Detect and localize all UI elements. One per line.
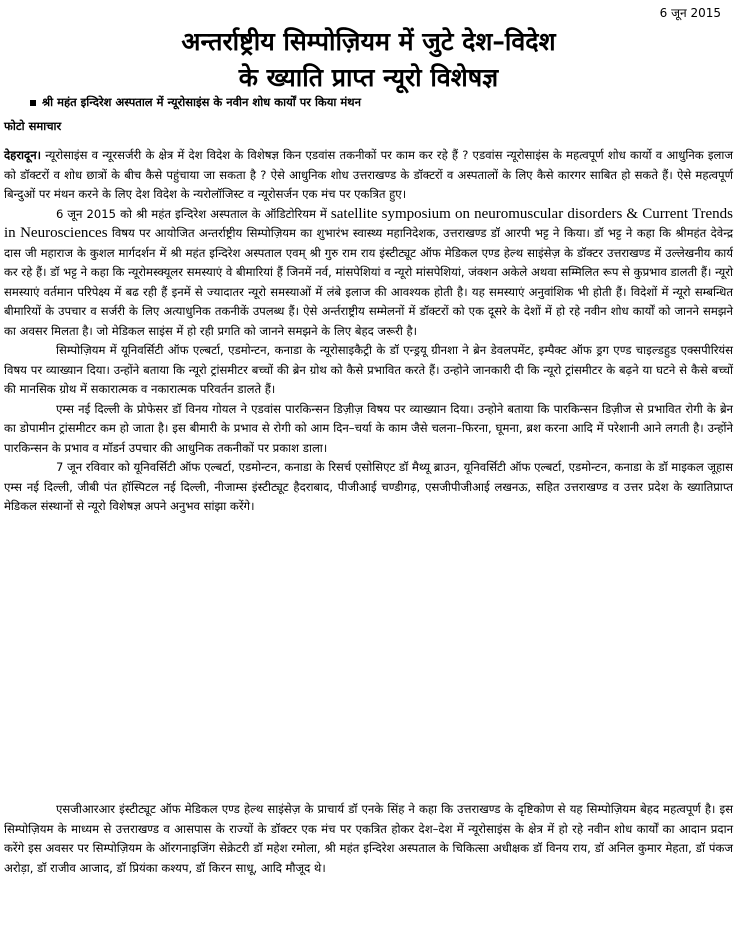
headline-line-1: अन्तर्राष्ट्रीय सिम्पोज़ियम में जुटे देश–विदेश xyxy=(181,27,556,56)
paragraph-principal: एसजीआरआर इंस्टीट्यूट ऑफ मेडिकल एण्ड हेल्थ साइंसेज़ के प्राचार्य डॉ एनके सिंह ने कहा कि उत्तराखण्ड के दृष्टिकोण से यह सिम्पोज़ियम बेहद महत्वपूर्ण है। इस सिम्पोज़ियम के माध्यम से उत्तराखण्ड व आसपास के राज्यों के डॉक्टर एक मंच पर एकत्रित होकर देश–देश में न्यूरोसाइंस के क्षेत्र में हो रहे नवीन शोध कार्यों का आदान प्रदान करेंगे इस अवसर पर सिम्पोज़ियम के ऑरगनाइजिंग सेक्रेटरी डॉ महेश रमोला, श्री महंत इन्दिरेश अस्पताल के चिकित्सा अधीक्षक डॉ विनय राय, डॉ अनिल कुमार मेहता, डॉ पंकज अरोड़ा, डॉ राजीव आजाद, डॉ प्रियंका कश्यप, डॉ किरन साधू, आदि मौजूद थे। xyxy=(4,802,734,875)
paragraph-inauguration-text-a: 6 जून 2015 को श्री महंत इन्दिरेश अस्पताल के ऑडिटोरियम में xyxy=(56,206,331,221)
paragraph-intro xyxy=(4,146,733,205)
symposium-title: satellite symposium on neuromuscular disorders & Current Trends in Neurosciences xyxy=(4,205,733,241)
paragraph-inauguration-text-b: विषय पर आयोजित अन्तर्राष्ट्रीय सिम्पोज़ियम का शुभारंभ स्वास्थ्य महानिदेशक, उत्तराखण्ड डॉ आरपी भट्ट ने किया। डॉ भट्ट ने कहा कि श्रीमहंत देवेन्द्र दास जी महाराज के कुशल मार्गदर्शन में श्री महंत इन्दिरेश अस्पताल एवम् श्री गुरु राम राय इंस्टीट्यूट ऑफ मेडिकल एण्ड हेल्थ साइंसेज़ के डॉक्टर उत्तराखण्ड में उल्लेखनीय कार्य कर रहे हैं। डॉ भट्ट ने कहा कि न्यूरोमस्क्यूलर समस्याएं वे बीमारियां हैं जिनमें नर्व, मांसपेशियां व न्यूरो मांसपेशियां, जंक्शन अकेले अथवा सम्मिलित रूप से कुप्रभाव डालती हैं। न्यूरो समस्याएं वर्तमान परिपेक्ष्य में बढ रही हैं इनमें से ज्यादातर न्यूरो समस्याओं में लंबे इलाज की आवश्यक होती है। यह समस्याएं अनुवांशिक भी होती हैं। विदेशों में न्यूरो सम्बन्धित बीमारियों के उपचार व सर्जरी के लिए अत्याधुनिक तकनीकें उपलब्ध हैं। ऐसे अर्न्तराष्ट्रीय सम्मेलनों में डॉक्टरों को एक दूसरे के देशों में हो रहे नवीन शोध कार्यों को जानने समझने का अवसर मिलता है। जो मेडिकल साइंस में हो रही प्रगति को जानने समझने के लिए बेहद जरूरी है। xyxy=(4,226,733,338)
article-body-continued xyxy=(4,800,733,878)
paragraph-intro-text: न्यूरोसाइंस व न्यूरसर्जरी के क्षेत्र में देश विदेश के विशेषज्ञ किन एडवांस तकनीकों पर काम कर रहे हैं ? एडवांस न्यूरोसाइंस के महत्वपूर्ण शोध कार्यो व आधुनिक इलाज को डॉक्टरों व शोध छात्रों के बीच कैसे पहुंचाया जा सकता है ? ऐसे आधुनिक शोध उत्तराखण्ड के डॉक्टरों व अस्पतालों के लिए कैसे कारगर साबित हो सकते हैं। ऐसे महत्वपूर्ण बिन्दुओं पर मंथन करने के लिए देश विदेश के न्यरोलॉजिस्ट व न्यूरोसर्जन एक मंच पर एकत्रित हुए। xyxy=(4,148,733,201)
article-body xyxy=(4,146,733,517)
square-bullet-icon xyxy=(30,100,36,106)
photo-credit: फोटो समाचार xyxy=(4,119,62,133)
publication-date: 6 जून 2015 xyxy=(659,6,721,20)
paragraph-inauguration xyxy=(4,205,733,342)
subheadline xyxy=(30,94,720,111)
paragraph-june7: 7 जून रविवार को यूनिवर्सिटी ऑफ एल्बर्टा, एडमोन्टन, कनाडा के रिसर्च एसोसिएट डॉ मैथ्यू ब्राउन, यूनिवर्सिटी ऑफ एल्बर्टा, एडमोन्टन, कनाडा के डॉ माइकल जूहास एम्स नई दिल्ली, जीबी पंत हॉस्पिटल नई दिल्ली, नीजाम्स इंस्टीट्यूट हैदराबाद, पीजीआई चण्डीगढ़, एसजीपीजीआई लखनऊ, सहित उत्तराखण्ड व उत्तर प्रदेश के ख्यातिप्राप्त मेडिकल संस्थानों से न्यूरो विशेषज्ञ अपने अनुभव सांझा करेंगे। xyxy=(4,460,733,513)
headline-line-2: के ख्याति प्राप्त न्यूरो विशेषज्ञ xyxy=(238,63,499,92)
paragraph-greenshaw: सिम्पोज़ियम में यूनिवर्सिटी ऑफ एल्बर्टा, एडमोन्टन, कनाडा के न्यूरोसाइकैट्री के डॉ एन्ड्रयू ग्रीनशा ने ब्रेन डेवलपमेंट, इम्पैक्ट ऑफ ड्रग एण्ड चाइल्डहुड एक्सपीरियंस विषय पर व्याख्यान दिया। उन्होंने बताया कि न्यूरो ट्रांसमीटर बच्चों की ब्रेन ग्रोथ को कैसे प्रभावित करते हैं। उन्होने जानकारी दी कि न्यूरो ट्रांसमीटर के बढ़ने या घटने से कैसे बच्चों की मानसिक ग्रोथ में सकारात्मक व नकारात्मक परिवर्तन डालते हैं। xyxy=(4,343,733,396)
headline xyxy=(0,24,737,96)
paragraph-goyal: एम्स नई दिल्ली के प्रोफेसर डॉ विनय गोयल ने एडवांस पारकिन्सन डिज़ीज़ विषय पर व्याख्यान दिया। उन्होने बताया कि पारकिन्सन डिज़ीज से प्रभावित रोगी के ब्रेन का डोपामीन ट्रांसमीटर कम हो जाता है। इस बीमारी के प्रभाव से रोगी को आम दिन–चर्या के काम जैसे चलना–फिरना, घूमना, ब्रश करना आदि में परेशानी आने लगती है। उन्होंने पारकिन्सन के प्रभाव व मॉडर्न उपचार की आधुनिक तकनीकों पर प्रकाश डाला। xyxy=(4,401,733,455)
dateline: देहरादून। xyxy=(4,148,42,162)
subheadline-text: श्री महंत इन्दिरेश अस्पताल में न्यूरोसाइंस के नवीन शोध कार्यों पर किया मंथन xyxy=(42,95,362,109)
